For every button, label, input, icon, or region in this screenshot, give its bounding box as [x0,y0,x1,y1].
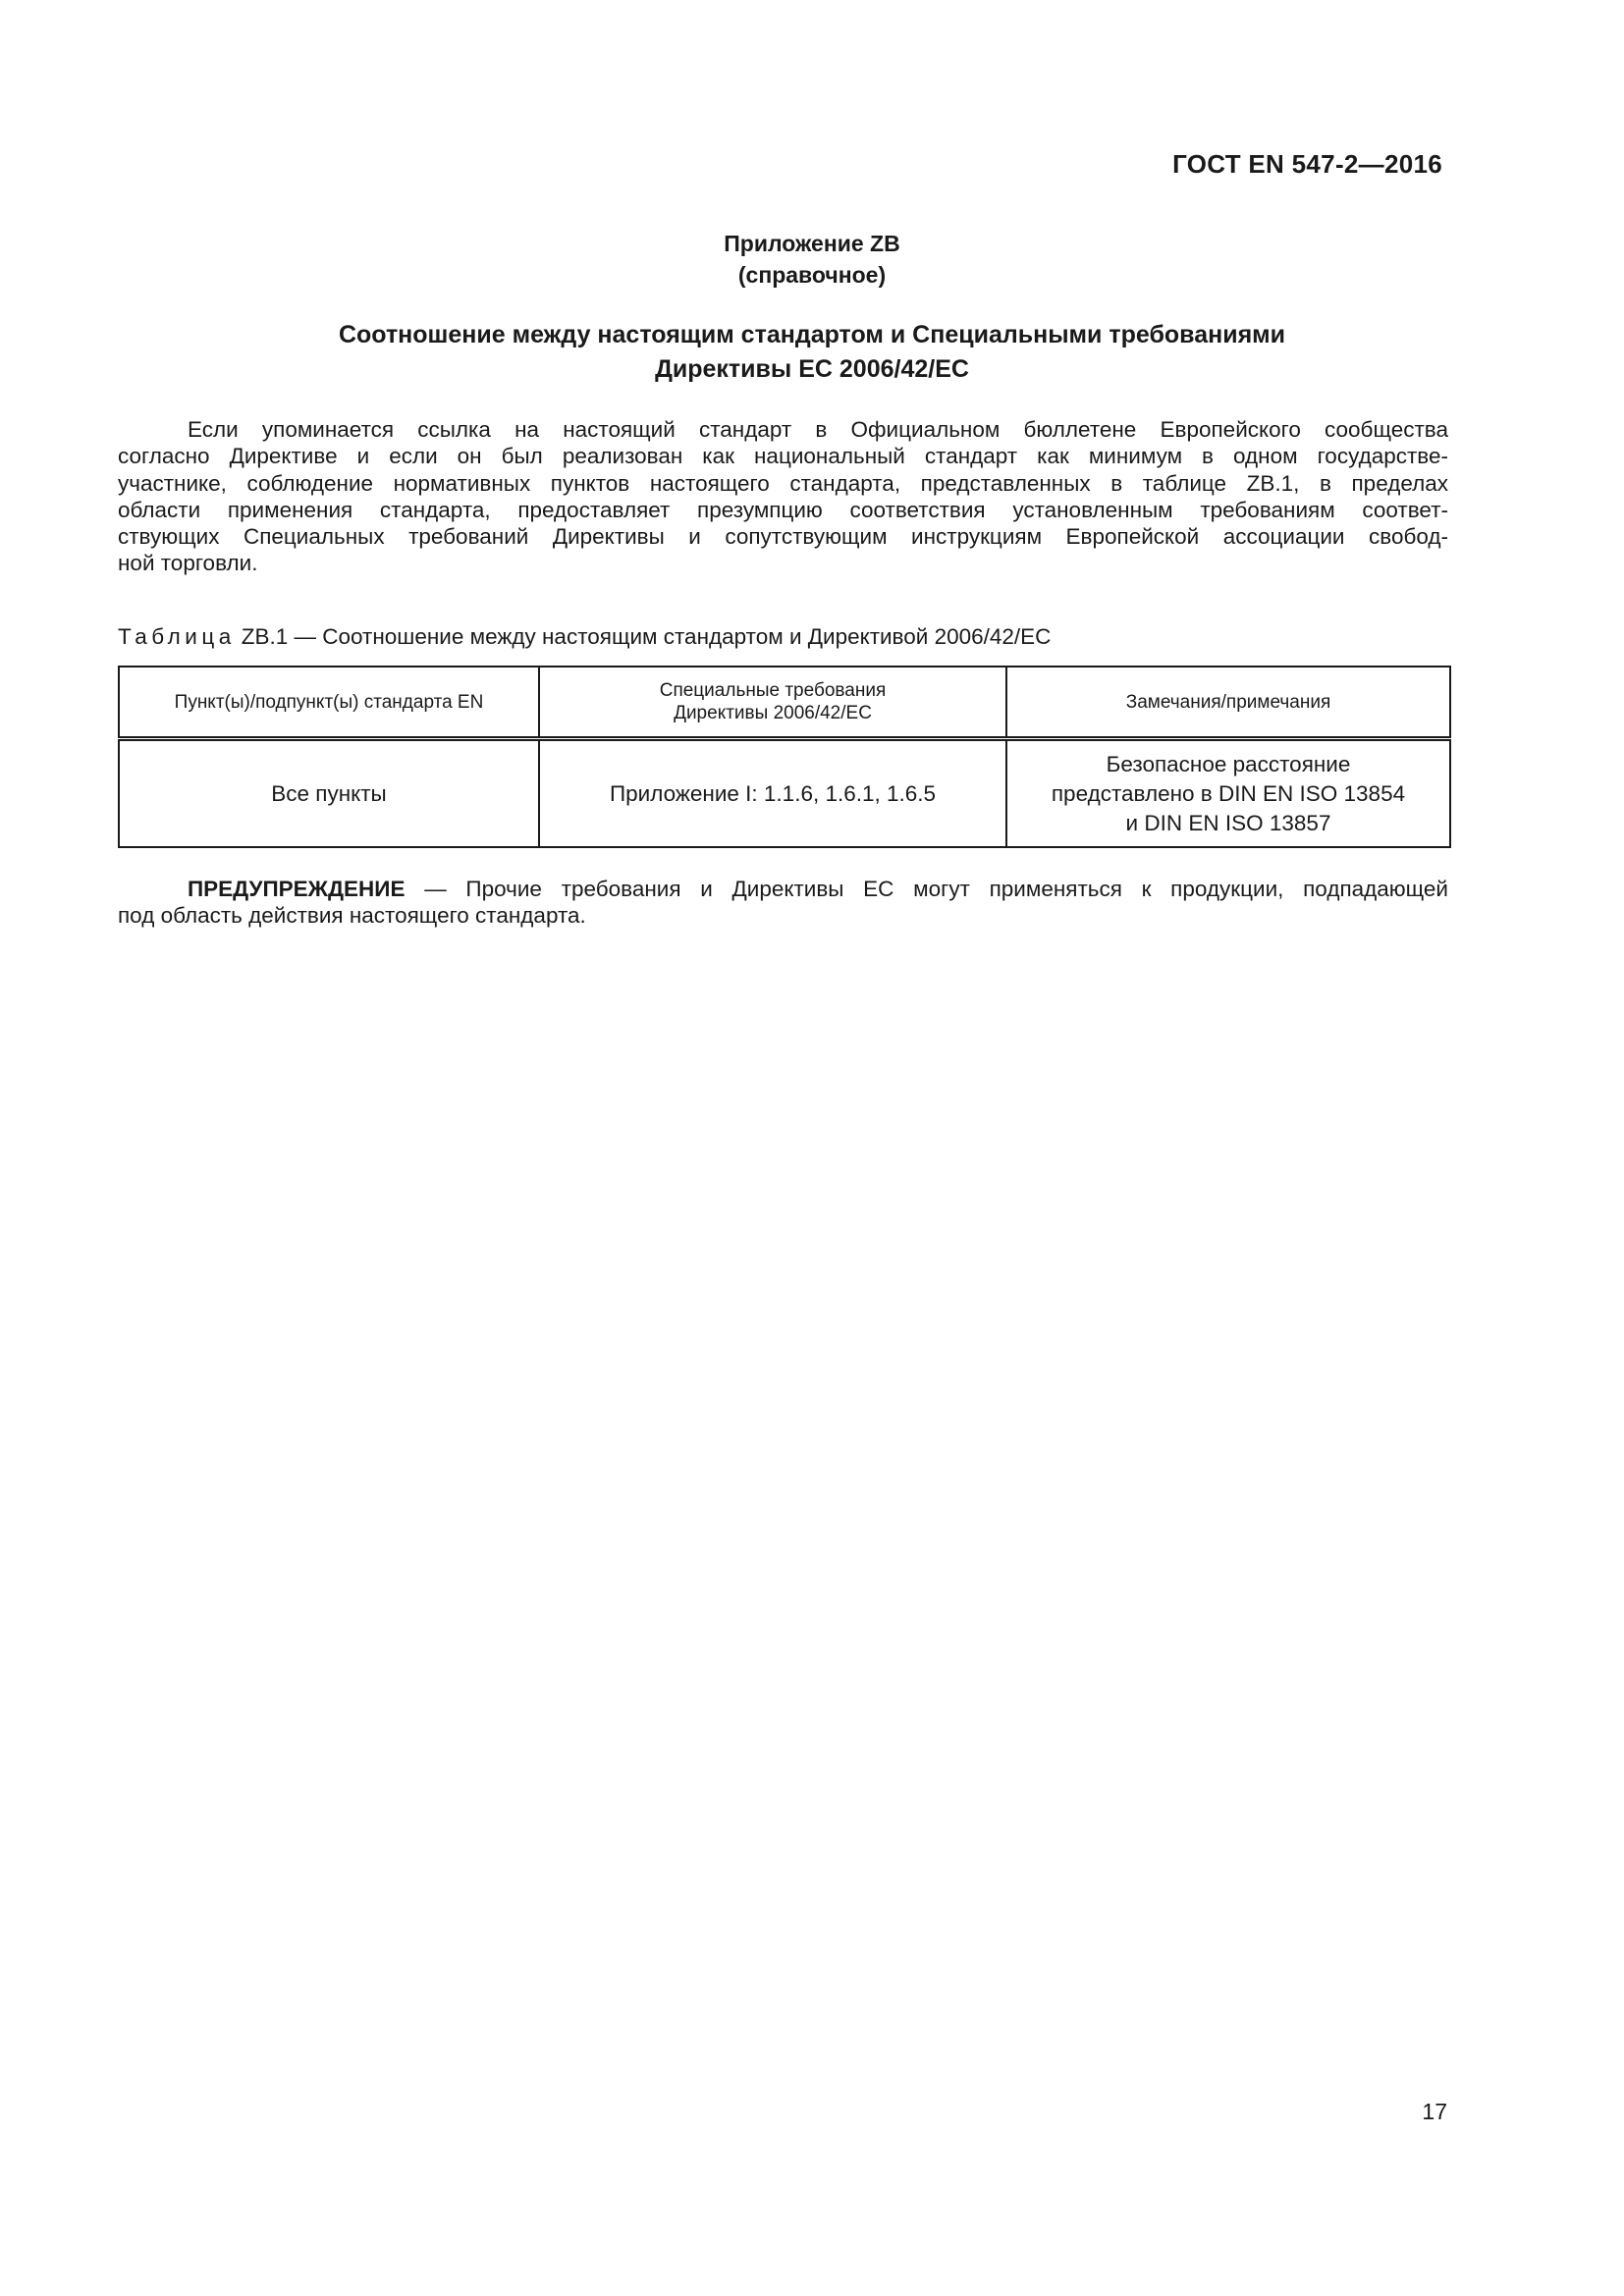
table-header-row [119,667,1450,739]
intro-line: области применения стандарта, предоставляет презумпцию соответствия установленным требованиям соответ- [118,497,1448,522]
table-row [119,739,1450,848]
cell-requirements: Приложение I: 1.1.6, 1.6.1, 1.6.5 [539,739,1006,848]
header-notes: Замечания/примечания [1006,667,1450,739]
header-clauses: Пункт(ы)/подпункт(ы) стандарта EN [119,667,539,739]
page-number: 17 [1422,2099,1447,2124]
intro-line: согласно Директиве и если он был реализован как национальный стандарт как минимум в одном государстве- [118,444,1448,469]
warning-label: ПРЕДУПРЕЖДЕНИЕ [188,877,406,901]
intro-line: Если упоминается ссылка на настоящий стандарт в Официальном бюллетене Европейского сообщества [188,417,1448,442]
warning-line-2: под область действия настоящего стандарта. [118,903,586,929]
table-caption-text: ZB.1 — Соотношение между настоящим стандартом и Директивой 2006/42/ЕС [241,624,1052,649]
annex-status: (справочное) [737,262,887,288]
warning-paragraph [118,876,1448,930]
intro-paragraph [118,416,1448,577]
cell-notes-line-2: представлено в DIN EN ISO 13854 [1051,780,1406,806]
annex-title: Приложение ZB [724,231,900,256]
header-requirements-line-2: Директивы 2006/42/ЕС [674,703,872,723]
section-title-line-1: Соотношение между настоящим стандартом и Специальными требованиями [338,321,1286,348]
cell-clauses: Все пункты [119,739,539,848]
warning-text: — Прочие требования и Директивы ЕС могут применяться к продукции, подпадающей [405,877,1448,901]
header-requirements [539,667,1006,739]
warning-line-1 [118,876,1448,902]
cell-notes-line-3: и DIN EN ISO 13857 [1125,810,1331,835]
cell-notes [1006,739,1450,848]
section-title [0,318,1624,387]
correspondence-table [118,666,1451,848]
annex-heading [0,228,1624,291]
intro-line: ствующих Специальных требований Директивы и сопутствующим инструкциям Европейской ассоциации свобод- [118,524,1448,550]
section-title-line-2: Директивы ЕС 2006/42/ЕС [655,355,969,383]
cell-notes-line-1: Безопасное расстояние [1106,751,1351,776]
header-requirements-line-1: Специальные требования [659,680,887,701]
table-caption-label: Таблица [118,624,236,649]
intro-line: ной торговли. [118,551,258,576]
intro-line: участнике, соблюдение нормативных пунктов настоящего стандарта, представленных в таблице ZB.1, в пределах [118,470,1448,496]
table-caption [118,622,1051,652]
standard-code: ГОСТ EN 547-2—2016 [1172,149,1442,179]
